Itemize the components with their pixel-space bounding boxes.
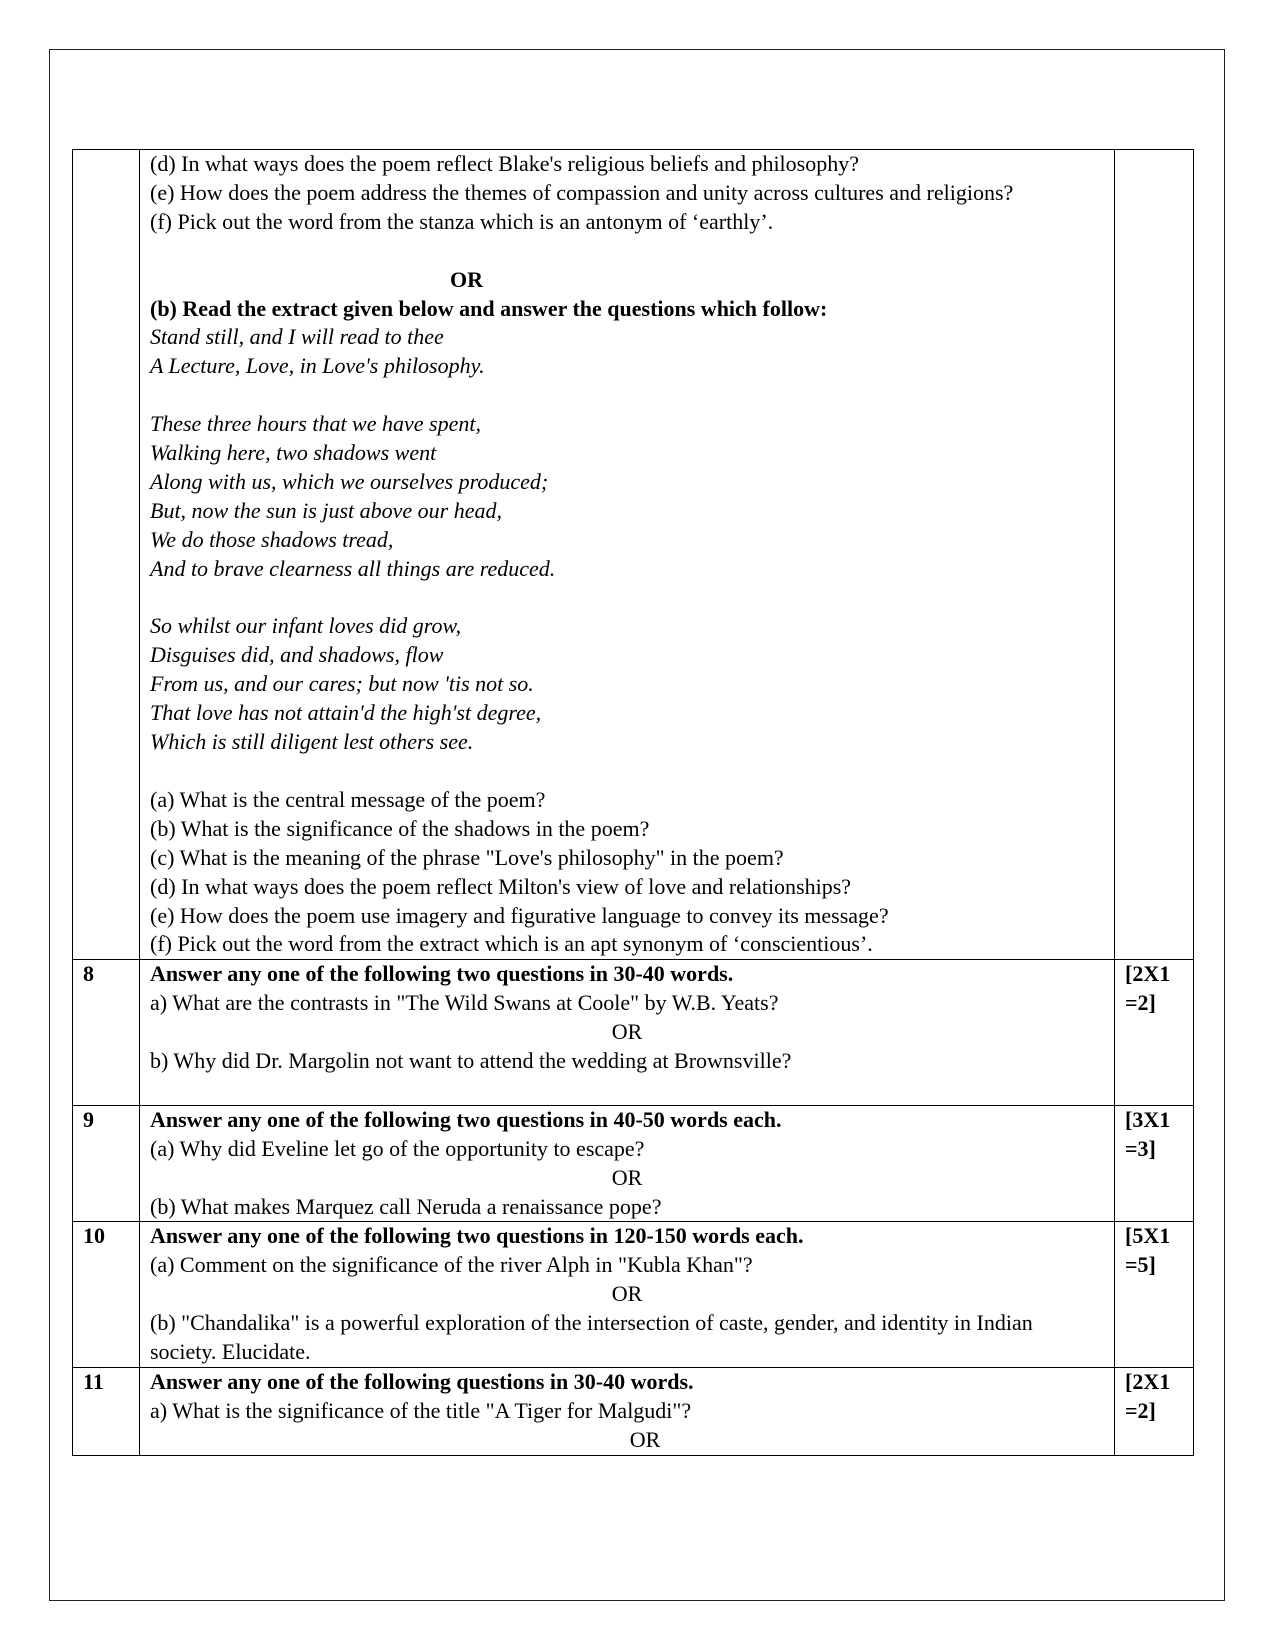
marks-line: [5X1 [1125, 1223, 1171, 1249]
poem-line: So whilst our infant loves did grow, [150, 613, 462, 639]
question-line: (b) What is the significance of the shadows in the poem? [150, 815, 650, 841]
question-option-a: (a) Comment on the significance of the river Alph in "Kubla Khan"? [150, 1252, 753, 1278]
question-heading: Answer any one of the following two questions in 30-40 words. [150, 961, 734, 987]
question-heading: Answer any one of the following two questions in 40-50 words each. [150, 1106, 782, 1132]
marks-line: =2] [1125, 990, 1156, 1016]
table-row-q10 [73, 1222, 1194, 1368]
question-cell-q9 [140, 1105, 1115, 1222]
alt-heading: (b) Read the extract given below and answer the questions which follow: [150, 295, 828, 321]
question-cell-q8 [140, 960, 1115, 1106]
question-line: (e) How does the poem address the themes of compassion and unity across cultures and religions? [150, 179, 1014, 205]
poem-line: But, now the sun is just above our head, [150, 497, 502, 523]
question-cell-q11 [140, 1367, 1115, 1455]
question-heading: Answer any one of the following questions in 30-40 words. [150, 1368, 694, 1394]
question-line: (d) In what ways does the poem reflect Milton's view of love and relationships? [150, 873, 852, 899]
poem-line: Stand still, and I will read to thee [150, 324, 444, 350]
marks-cell [1115, 1367, 1194, 1455]
table-row-q9 [73, 1105, 1194, 1222]
question-option-b: (b) What makes Marquez call Neruda a renaissance pope? [150, 1193, 662, 1219]
question-heading: Answer any one of the following two questions in 120-150 words each. [150, 1223, 804, 1249]
poem-line: Along with us, which we ourselves produced; [150, 468, 549, 494]
qno-cell-empty [73, 150, 140, 960]
marks-line: [3X1 [1125, 1106, 1171, 1132]
marks-line: [2X1 [1125, 1368, 1171, 1394]
poem-line: That love has not attain'd the high'st degree, [150, 700, 542, 726]
question-line: (e) How does the poem use imagery and figurative language to convey its message? [150, 902, 889, 928]
question-option-b: (b) "Chandalika" is a powerful exploration of the intersection of caste, gender, and identity in Indian society. Elucidate. [150, 1310, 1033, 1365]
or-separator: OR [611, 1019, 643, 1045]
poem-line: Disguises did, and shadows, flow [150, 642, 444, 668]
poem-line: From us, and our cares; but now 'tis not so. [150, 671, 534, 697]
question-line: (f) Pick out the word from the extract which is an apt synonym of ‘conscientious’. [150, 931, 873, 957]
or-separator: OR [611, 1281, 643, 1307]
question-option-a: (a) Why did Eveline let go of the opportunity to escape? [150, 1135, 645, 1161]
marks-line: =5] [1125, 1252, 1156, 1278]
or-separator: OR [629, 1426, 661, 1452]
marks-line: =3] [1125, 1135, 1156, 1161]
marks-cell [1115, 1105, 1194, 1222]
question-number: 10 [73, 1222, 140, 1368]
question-line: (c) What is the meaning of the phrase "Love's philosophy" in the poem? [150, 844, 784, 870]
marks-cell [1115, 960, 1194, 1106]
question-cell-continued [140, 150, 1115, 960]
question-number: 11 [73, 1367, 140, 1455]
or-separator: OR [450, 266, 483, 292]
poem-line: Walking here, two shadows went [150, 440, 437, 466]
question-number: 9 [73, 1105, 140, 1222]
question-number: 8 [73, 960, 140, 1106]
marks-line: =2] [1125, 1397, 1156, 1423]
table-row-continued [73, 150, 1194, 960]
question-line: (d) In what ways does the poem reflect Blake's religious beliefs and philosophy? [150, 151, 859, 176]
marks-cell [1115, 1222, 1194, 1368]
poem-line: These three hours that we have spent, [150, 411, 481, 437]
question-option-a: a) What are the contrasts in "The Wild Swans at Coole" by W.B. Yeats? [150, 990, 779, 1016]
poem-line: And to brave clearness all things are reduced. [150, 555, 556, 581]
poem-line: Which is still diligent lest others see. [150, 729, 474, 755]
question-table [72, 149, 1194, 1456]
question-line: (a) What is the central message of the poem? [150, 786, 546, 812]
question-line: (f) Pick out the word from the stanza which is an antonym of ‘earthly’. [150, 208, 774, 234]
poem-line: A Lecture, Love, in Love's philosophy. [150, 353, 485, 379]
poem-line: We do those shadows tread, [150, 526, 394, 552]
marks-cell-empty [1115, 150, 1194, 960]
question-option-b: b) Why did Dr. Margolin not want to attend the wedding at Brownsville? [150, 1048, 792, 1074]
table-row-q11 [73, 1367, 1194, 1455]
marks-line: [2X1 [1125, 961, 1171, 987]
question-cell-q10 [140, 1222, 1115, 1368]
question-option-a: a) What is the significance of the title "A Tiger for Malgudi"? [150, 1397, 692, 1423]
or-separator: OR [611, 1164, 643, 1190]
table-row-q8 [73, 960, 1194, 1106]
